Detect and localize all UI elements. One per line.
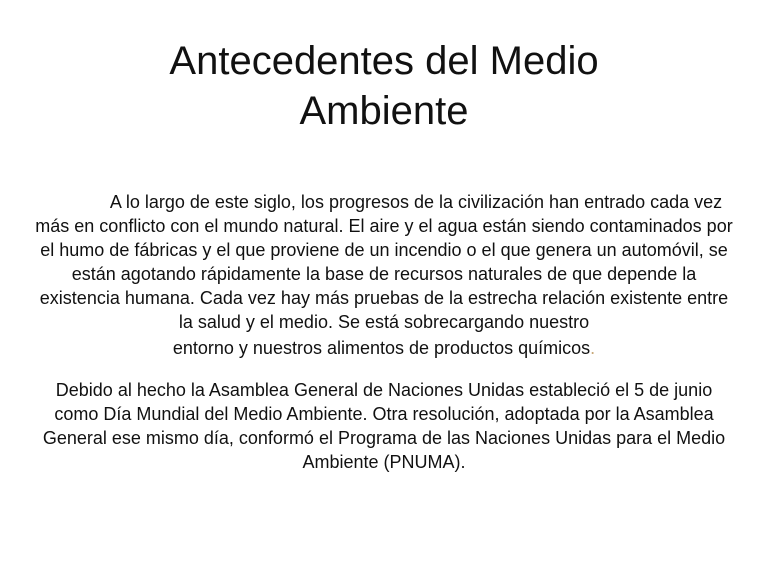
paragraph-1-last-line-text: entorno y nuestros alimentos de productos químicos: [172, 338, 591, 358]
slide-body: [34, 190, 734, 474]
paragraph-1-end-mark: .: [590, 338, 596, 358]
paragraph-1-text: A lo largo de este siglo, los progresos de la civilización han entrado cada vez más en conflicto con el mundo natural. El aire y el agua están siendo contaminados por el humo de fábricas y el que proviene de un incendio o el que genera un automóvil, se están agotando rápidamente la base de recursos naturales de que depende la existencia humana. Cada vez hay más pruebas de la estrecha relación existente entre la salud y el medio. Se está sobrecargando nuestro: [35, 192, 733, 332]
paragraph-1-last-line: [34, 336, 734, 360]
slide-title: Antecedentes del Medio Ambiente: [169, 39, 599, 133]
paragraph-1: [34, 190, 734, 360]
paragraph-2: Debido al hecho la Asamblea General de Naciones Unidas estableció el 5 de junio como Día Mundial del Medio Ambiente. Otra resolución, adoptada por la Asamblea General ese mismo día, conformó el Programa de las Naciones Unidas para el Medio Ambiente (PNUMA).: [42, 380, 726, 472]
